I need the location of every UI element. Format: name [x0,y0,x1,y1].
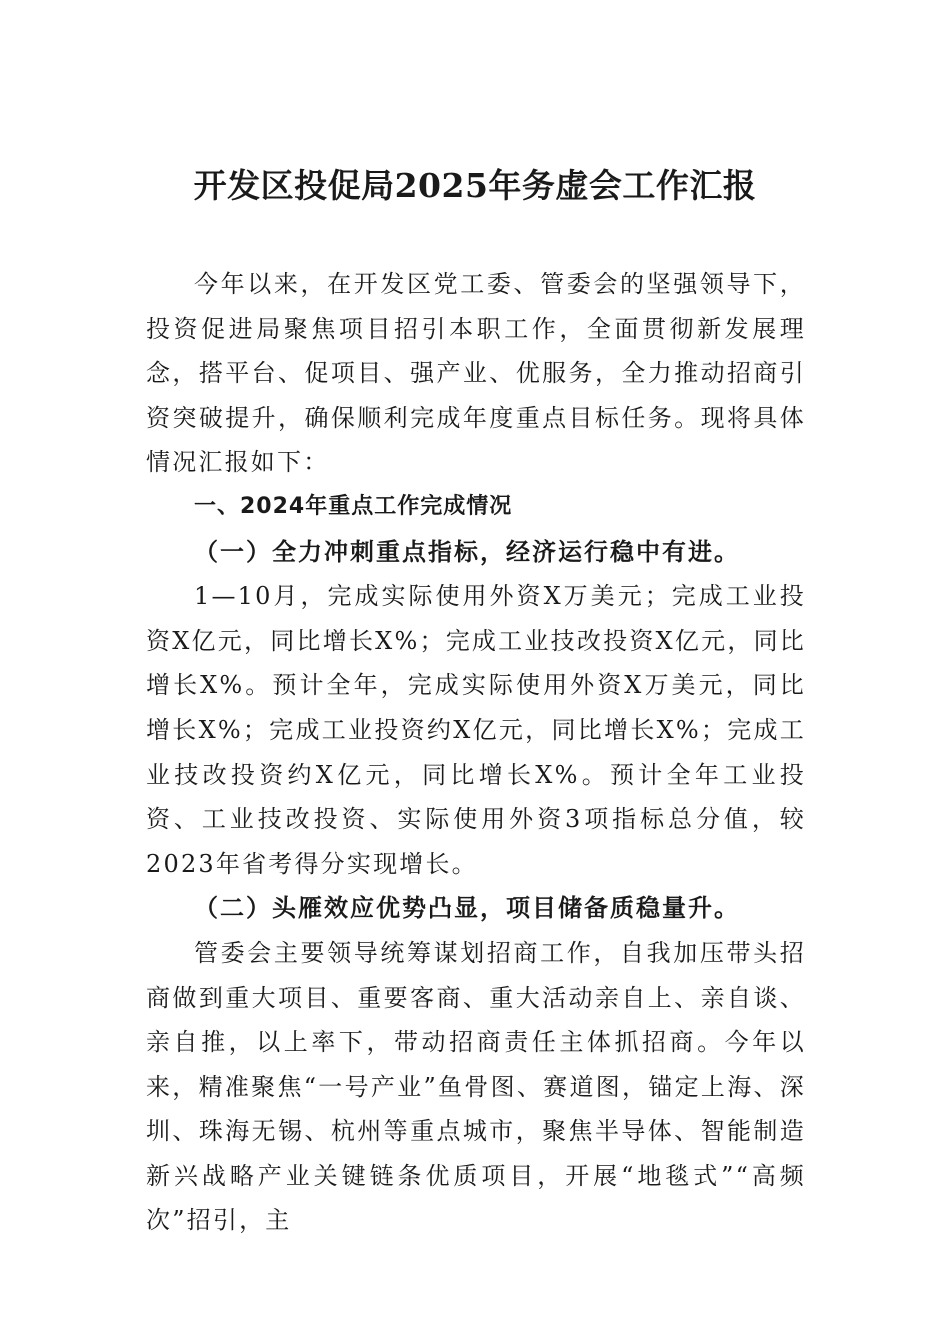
document-title: 开发区投促局2025年务虚会工作汇报 [193,166,757,205]
subsection-heading-1: （一）全力冲刺重点指标，经济运行稳中有进。 [194,536,740,566]
subsection-heading-2: （二）头雁效应优势凸显，项目储备质稳量升。 [194,893,740,923]
intro-paragraph: 今年以来，在开发区党工委、管委会的坚强领导下，投资促进局聚焦项目招引本职工作，全面贯彻新发展理念，搭平台、促项目、强产业、优服务，全力推动招商引资突破提升，确保顺利完成年度重点目标任务。现将具体情况汇报如下： [146,270,806,477]
section-heading-1: 一、2024年重点工作完成情况 [194,493,513,519]
subsection-2-paragraph: 管委会主要领导统筹谋划招商工作，自我加压带头招商做到重大项目、重要客商、重大活动亲自上、亲自谈、亲自推，以上率下，带动招商责任主体抓招商。今年以来，精准聚焦“一号产业”鱼骨图、赛道图，锚定上海、深圳、珠海无锡、杭州等重点城市，聚焦半导体、智能制造新兴战略产业关键链条优质项目，开展“地毯式”“高频次”招引，主 [146,938,806,1235]
document-body [146,262,806,1243]
subsection-1-paragraph: 1—10月，完成实际使用外资X万美元；完成工业投资X亿元，同比增长X%；完成工业技改投资X亿元，同比增长X%。预计全年，完成实际使用外资X万美元，同比增长X%；完成工业投资约X亿元，同比增长X%；完成工业技改投资约X亿元，同比增长X%。预计全年工业投资、工业技改投资、实际使用外资3项指标总分值，较2023年省考得分实现增长。 [146,582,806,878]
